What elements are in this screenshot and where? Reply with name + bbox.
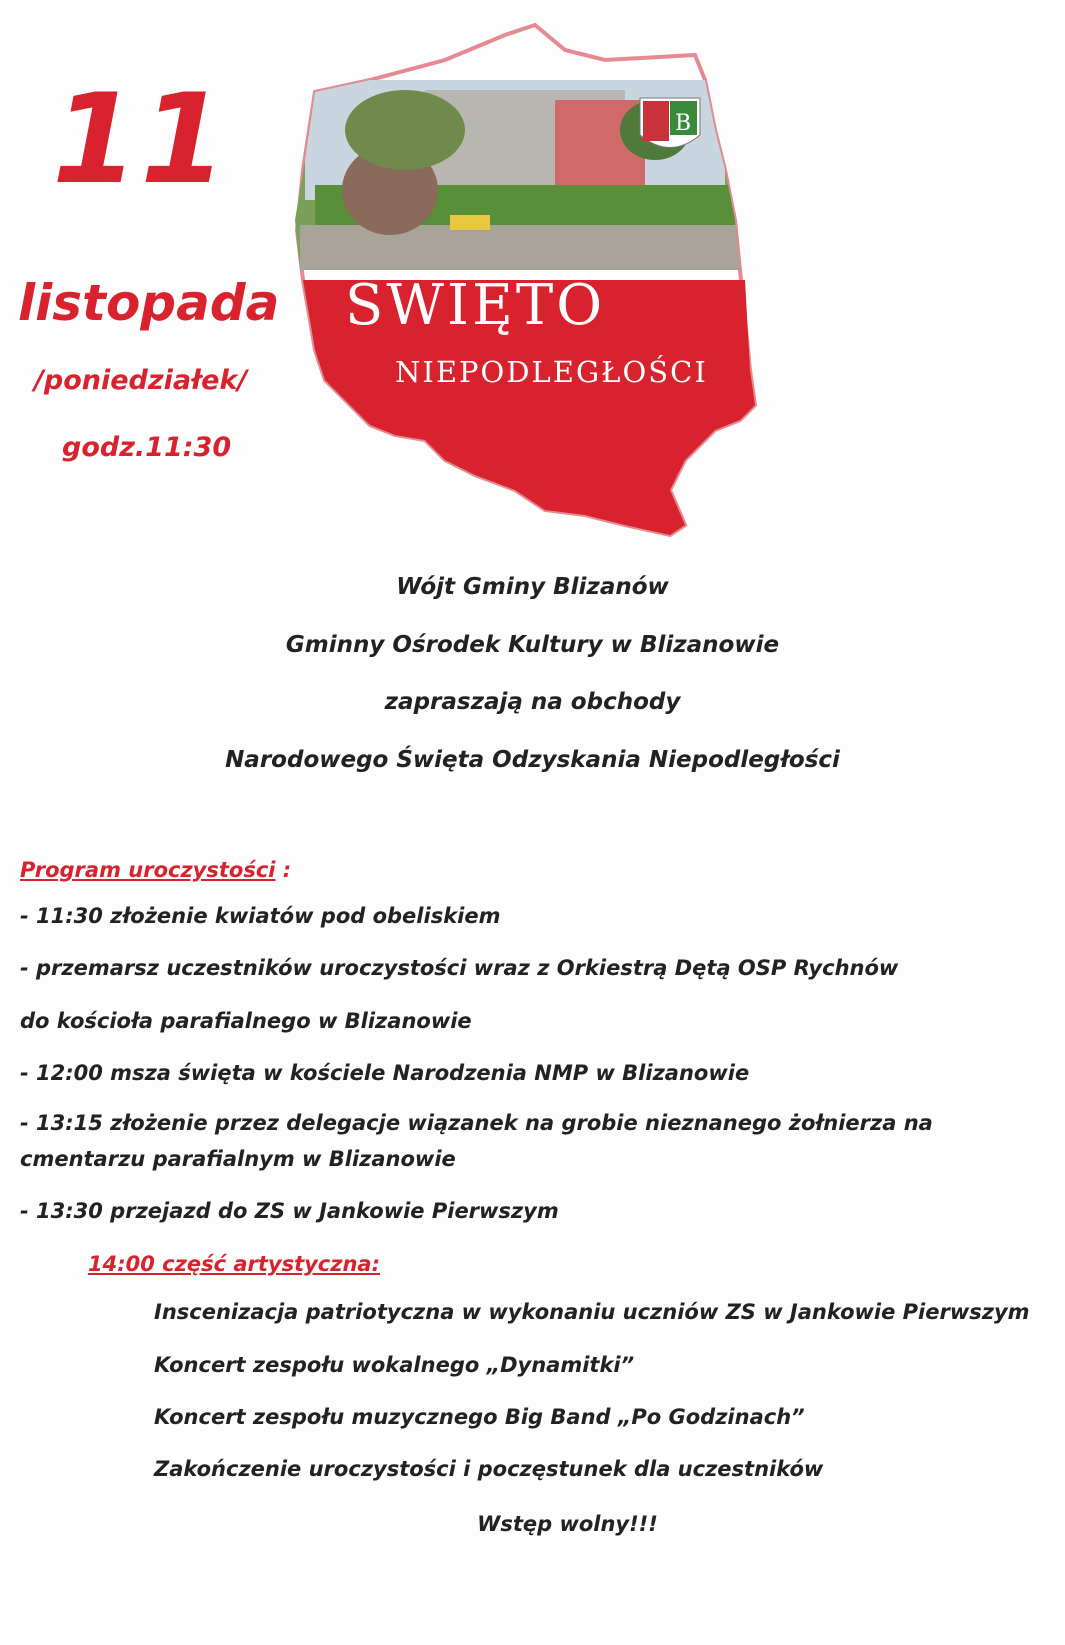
blizanow-crest-icon <box>640 98 700 148</box>
program-heading-suffix: : <box>275 858 292 882</box>
invitation-block <box>0 572 1065 802</box>
program-item: - 11:30 złożenie kwiatów pod obeliskiem <box>20 904 501 928</box>
map-title-line2: NIEPODLEGŁOŚCI <box>395 355 708 389</box>
crest-letter: B <box>675 111 692 136</box>
invitation-line: Narodowego Święta Odzyskania Niepodległości <box>225 746 840 773</box>
artistic-item: Koncert zespołu muzycznego Big Band „Po Godzinach” <box>154 1405 805 1429</box>
program-item: - przemarsz uczestników uroczystości wraz z Orkiestrą Dętą OSP Rychnów <box>20 956 899 980</box>
program-item: - 13:15 złożenie przez delegacje wiązanek na grobie nieznanego żołnierza na cmentarzu parafialnym w Blizanowie <box>20 1111 933 1171</box>
program-item: do kościoła parafialnego w Blizanowie <box>20 1009 472 1033</box>
artistic-part-heading: 14:00 część artystyczna: <box>88 1252 381 1276</box>
event-day: 11 <box>52 68 229 212</box>
artistic-item: Inscenizacja patriotyczna w wykonaniu uczniów ZS w Jankowie Pierwszym <box>154 1300 1030 1324</box>
program-item: - 12:00 msza święta w kościele Narodzenia NMP w Blizanowie <box>20 1061 750 1085</box>
program-heading-text: Program uroczystości <box>20 858 276 882</box>
free-entry-note: Wstęp wolny!!! <box>477 1512 658 1536</box>
invitation-line: Gminny Ośrodek Kultury w Blizanowie <box>285 631 780 658</box>
artistic-item: Koncert zespołu wokalnego „Dynamitki” <box>154 1353 635 1377</box>
poland-map-graphic <box>275 20 775 565</box>
event-month: listopada <box>18 274 280 332</box>
program-heading <box>20 858 291 882</box>
program-item: - 13:30 przejazd do ZS w Jankowie Pierwszym <box>20 1199 559 1223</box>
event-time: godz.11:30 <box>62 432 232 463</box>
artistic-item: Zakończenie uroczystości i poczęstunek dla uczestników <box>154 1457 824 1481</box>
event-weekday: /poniedziałek/ <box>34 365 248 396</box>
invitation-line: Wójt Gminy Blizanów <box>396 574 669 600</box>
invitation-line: zapraszają na obchody <box>384 689 681 715</box>
map-title-line1: ŚWIĘTO <box>345 273 606 338</box>
